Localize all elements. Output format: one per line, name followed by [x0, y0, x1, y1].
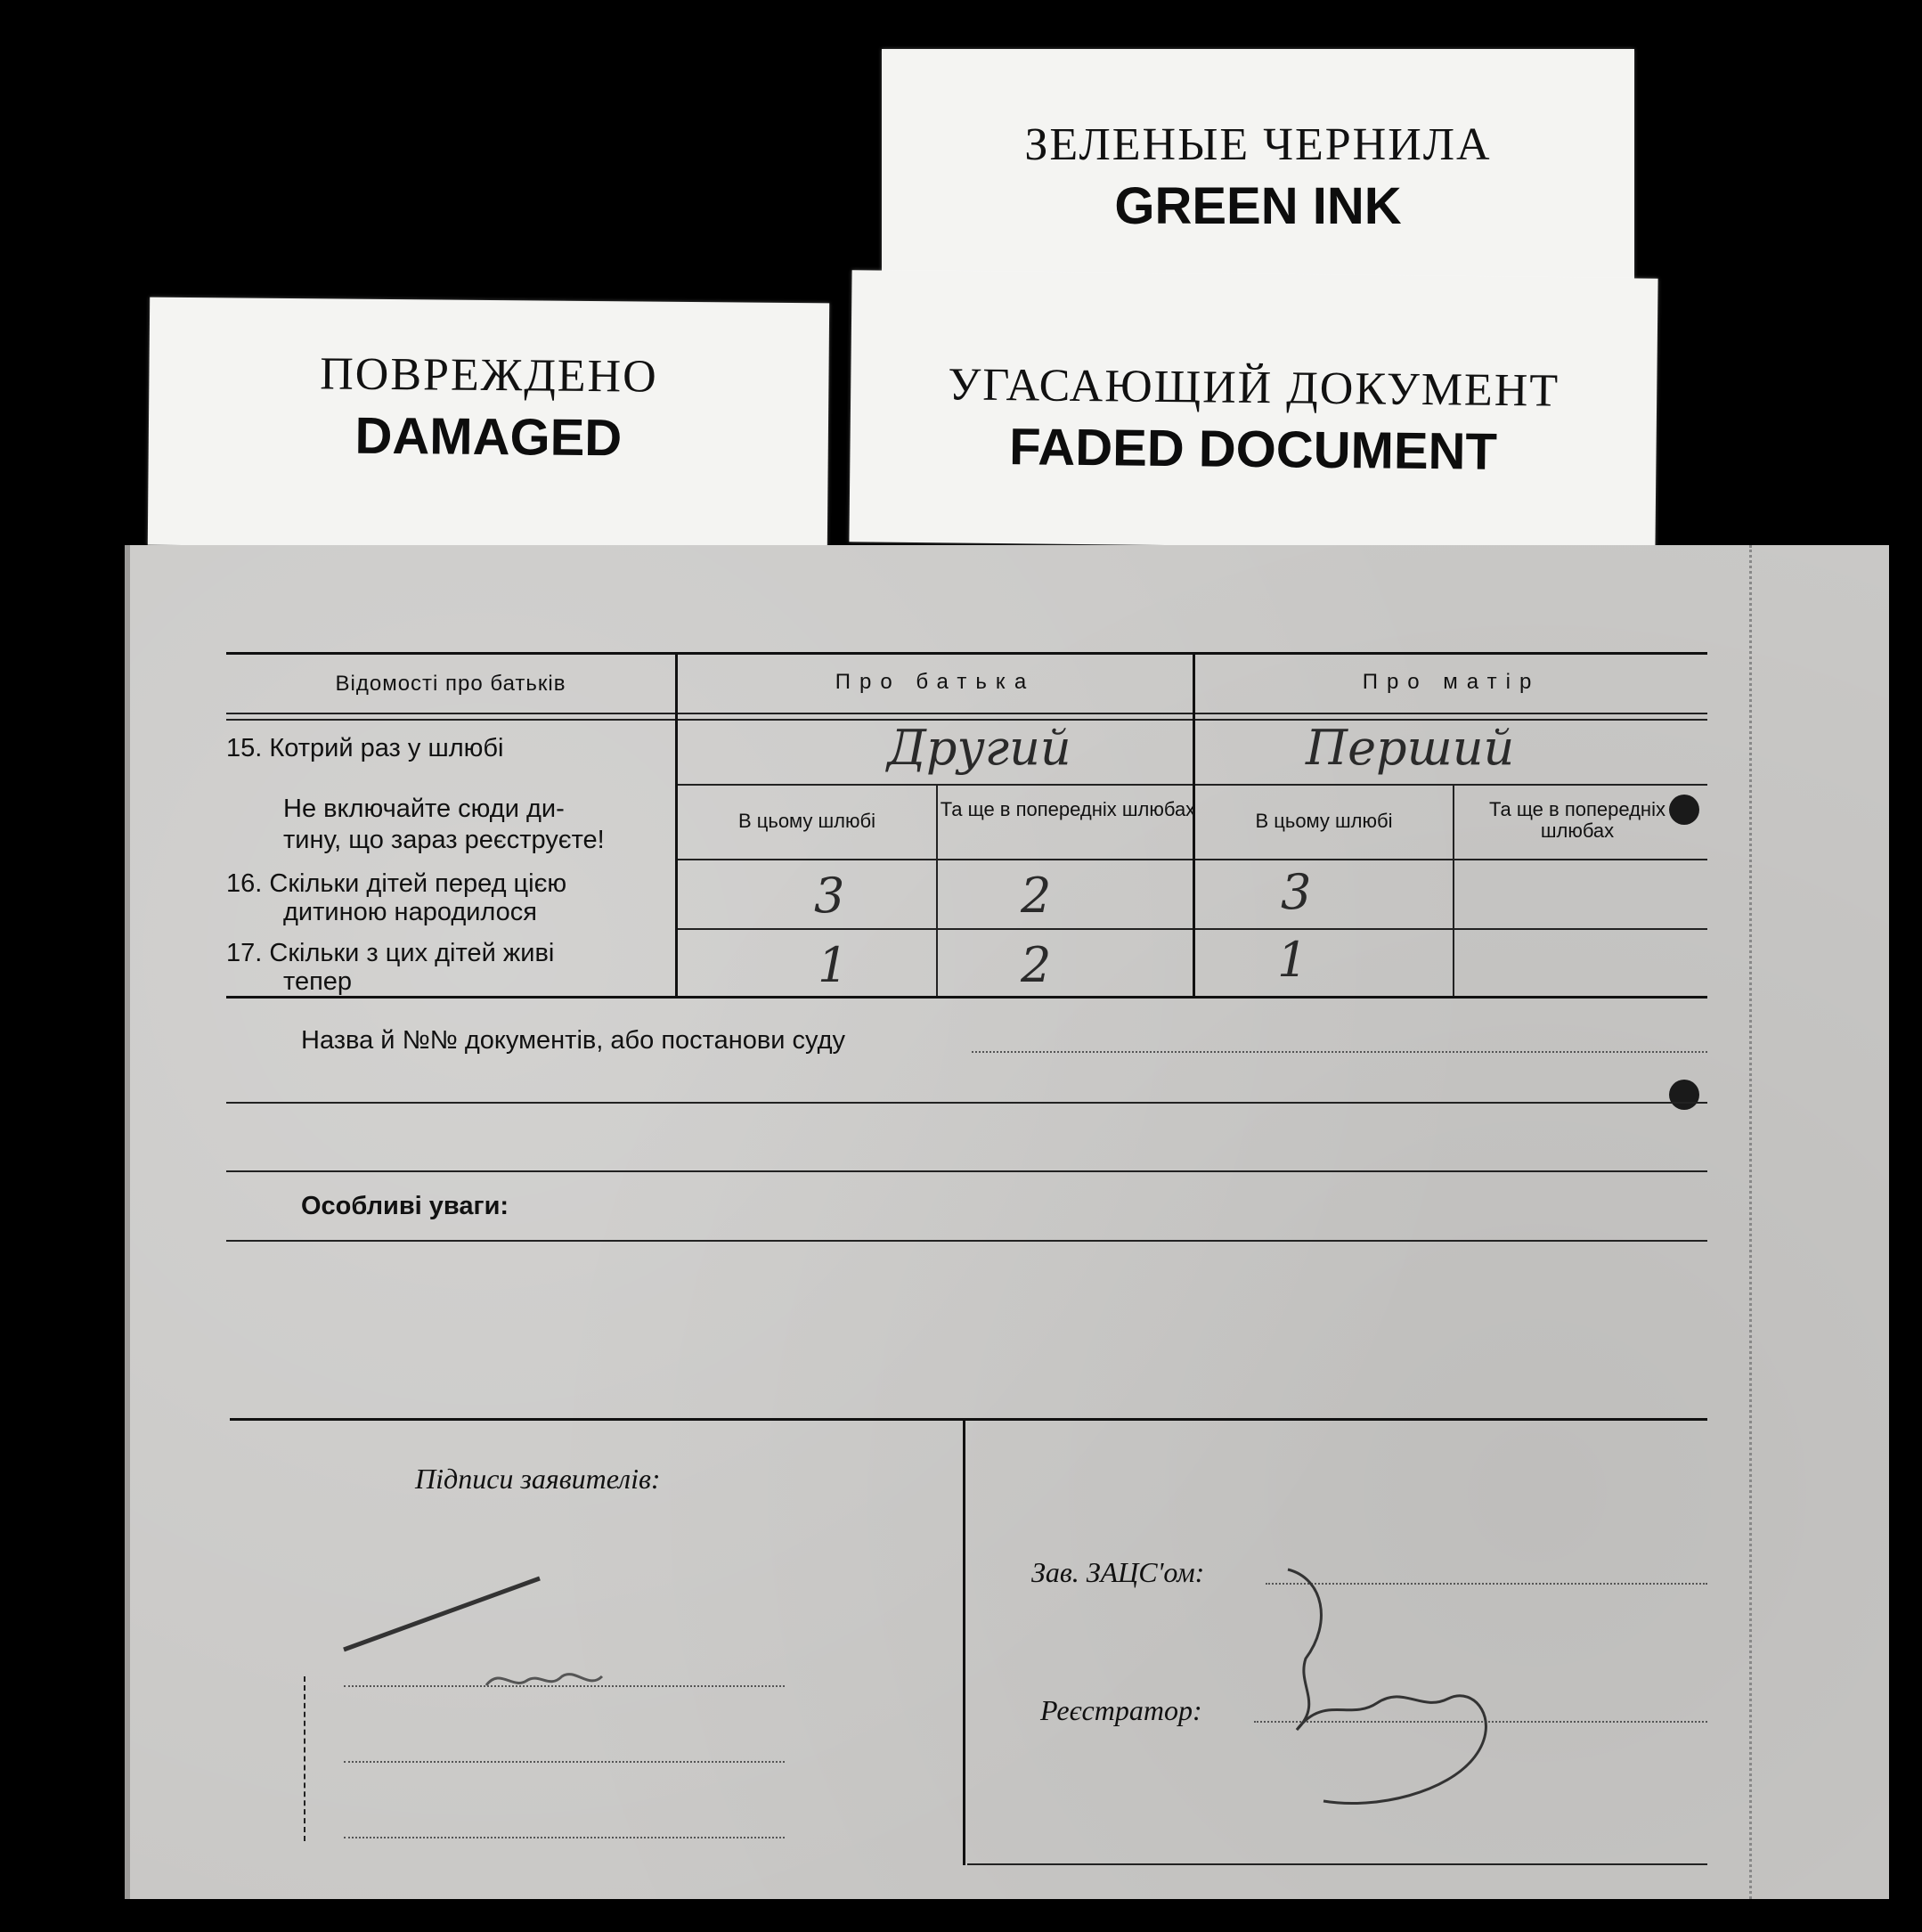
- form-sheet: [125, 545, 1889, 1899]
- remarks-line: [226, 1240, 1707, 1242]
- registrar-bottom-line: [967, 1863, 1707, 1865]
- head-of-registry-label: Зав. ЗАЦС'ом:: [1031, 1556, 1205, 1588]
- documents-dotted-line: [972, 1051, 1707, 1053]
- father-previous-marriages-header: Та ще в попередніх шлюбах: [940, 798, 1196, 820]
- signatures-divider: [963, 1420, 965, 1865]
- row17-label-line2: тепер: [283, 967, 353, 996]
- row17-label-line1: 17. Скільки з цих дітей живі: [226, 939, 555, 967]
- green-ink-label: [882, 49, 1634, 281]
- perforation-edge: [1749, 545, 1757, 1899]
- table-top-border: [226, 652, 1707, 655]
- row15-mother-value: Перший: [1306, 720, 1515, 776]
- green-ink-label-en: GREEN INK: [1114, 177, 1402, 235]
- col-divider-father-sub: [936, 784, 938, 996]
- father-this-marriage-header: В цьому шлюбі: [737, 810, 876, 832]
- applicant-signature-scribble: [335, 1534, 762, 1757]
- header-mother: Про матір: [1362, 670, 1541, 694]
- table-bottom-border: [226, 996, 1707, 999]
- signature-bracket: [304, 1676, 305, 1841]
- note-line-2: тину, що зараз реєструєте!: [283, 826, 605, 854]
- punch-hole: [1669, 1080, 1699, 1110]
- signature-stroke: [344, 1578, 540, 1650]
- damaged-label-en: DAMAGED: [354, 406, 623, 468]
- row17-mother-this: 1: [1277, 932, 1308, 988]
- faded-label-ru: УГАСАЮЩИЙ ДОКУМЕНТ: [948, 359, 1560, 417]
- signatures-top-border: [230, 1418, 1707, 1421]
- row16-mother-this: 3: [1281, 864, 1312, 920]
- header-father: Про батька: [835, 670, 1036, 694]
- registrar-signature-scribble: [1270, 1552, 1537, 1837]
- row17-father-this: 1: [818, 937, 849, 993]
- damaged-label-ru: ПОВРЕЖДЕНО: [320, 348, 658, 403]
- remarks-label: Особливі уваги:: [301, 1192, 509, 1220]
- signature-stroke: [1297, 1696, 1486, 1804]
- applicants-signatures-label: Підписи заявителів:: [415, 1463, 661, 1495]
- damaged-label: [148, 298, 829, 551]
- row16-father-prev: 2: [1021, 868, 1052, 924]
- mother-this-marriage-header: В цьому шлюбі: [1255, 810, 1393, 832]
- row16-label-line2: дитиною народилося: [283, 898, 538, 926]
- signature-stroke: [1288, 1569, 1321, 1730]
- row15-label: 15. Котрий раз у шлюбі: [226, 734, 504, 762]
- faded-label-en: FADED DOCUMENT: [1008, 418, 1498, 481]
- faded-document-label: [849, 270, 1657, 550]
- col-divider-mother-sub: [1453, 784, 1454, 996]
- row17-father-prev: 2: [1021, 937, 1052, 993]
- row16-label-line1: 16. Скільки дітей перед цією: [226, 869, 567, 898]
- documents-label: Назва й №№ документів, або постанови суду: [301, 1026, 846, 1055]
- note-line-1: Не включайте сюди ди-: [283, 795, 565, 823]
- signature-line-2: [344, 1761, 785, 1763]
- row15-father-value: Другий: [887, 720, 1071, 776]
- registrar-label: Реєстратор:: [1040, 1694, 1202, 1726]
- documents-line-3: [226, 1170, 1707, 1172]
- signature-line-3: [344, 1837, 785, 1838]
- header-parents-info: Відомості про батьків: [335, 672, 566, 696]
- signature-stroke: [486, 1675, 602, 1685]
- documents-line-2: [226, 1102, 1707, 1104]
- header-bottom-line: [226, 713, 1707, 714]
- row16-father-this: 3: [814, 868, 845, 924]
- mother-previous-marriages-header: Та ще в попередніх шлюбах: [1489, 798, 1665, 842]
- green-ink-label-ru: ЗЕЛЕНЫЕ ЧЕРНИЛА: [1024, 119, 1492, 170]
